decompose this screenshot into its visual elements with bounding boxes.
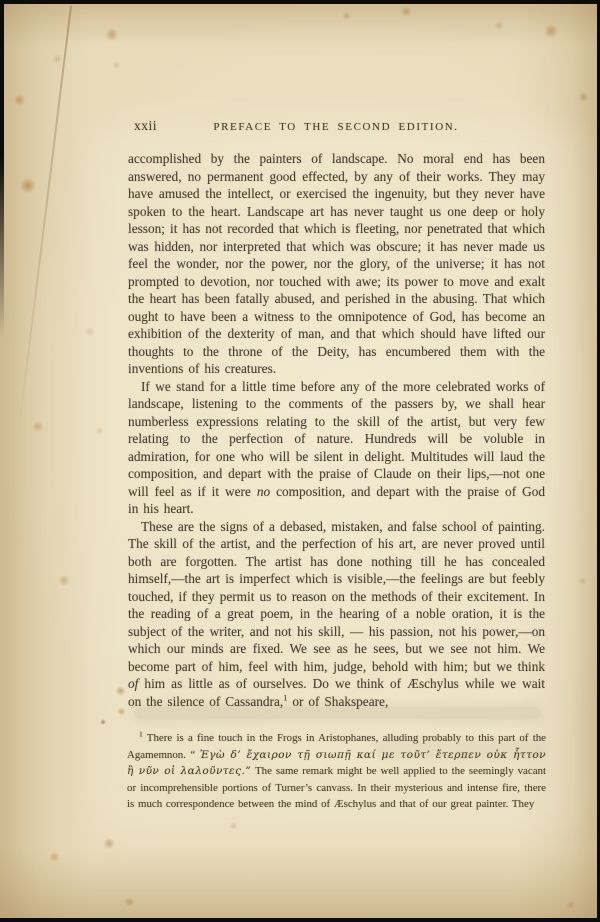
age-spot bbox=[58, 575, 70, 586]
body-text bbox=[128, 150, 545, 710]
paragraph-2 bbox=[128, 378, 545, 518]
paragraph-1-text: accomplished by the painters of landscape. No moral end has been answered, no permanent good effected, by any of their works. They may have amused the intellect, or exercised the ingenuity, but they never have spoken to the heart. Landscape art has never taught us one deep or holy lesson; it has not recorded that which is fleeting, nor penetrated that which was hidden, nor interpreted that which was obscure; it has never made us feel the wonder, nor the power, nor the glory, of the universe; it has not prompted to devotion, nor touched with awe; its power to move and exalt the heart has been fatally abused, and perished in the abusing. That which ought to have been a witness to the omnipotence of God, has become an exhibition of the dexterity of man, and that which should have lifted our thoughts to the throne of the Deity, has encumbered them with the inventions of his creatures. bbox=[128, 151, 545, 376]
age-spot bbox=[100, 719, 106, 725]
footnote-reference: 1 bbox=[283, 692, 288, 703]
age-spot bbox=[400, 6, 412, 17]
footnote-text-cont: The same remark might be well applied to the seemingly vacant or incomprehensible portions of Turner’s canvass. In their mysterious and intense fire, there is much correspondence between the mind of Æschylus and that of our great painter. They bbox=[127, 765, 546, 811]
paragraph-2-text-cont: composition, and depart with the praise of God in his heart. bbox=[128, 483, 546, 516]
age-spot bbox=[52, 54, 63, 64]
age-spot bbox=[566, 901, 575, 909]
paragraph-3-text: These are the signs of a debased, mistaken, and false school of painting. The skill of the artist, and the perfection of his art, are never proved until both are forgotten. The artist has done nothing till he has concealed himself,—the art is imperfect which is visible,—the feelings are but feebly touched, if they permit us to reason on the methods of their excitement. In the reading of a great poem, in the hearing of a noble oration, it is the subject of the writer, and not his skill, — his passion, not his power,—on which our minds are fixed. We see as he sees, but we see not him. We become part of him, feel with him, judge, behold with him; but we think bbox=[128, 518, 545, 674]
footnote-text: There is a fine touch in the Frogs in Aristophanes, alluding probably to this part of the Agamemnon. “ bbox=[127, 732, 546, 761]
age-spot bbox=[105, 28, 119, 41]
page-crease bbox=[16, 6, 72, 443]
page-number: xxii bbox=[134, 118, 158, 133]
age-spot bbox=[578, 577, 587, 585]
age-spot bbox=[494, 21, 504, 30]
age-spot bbox=[112, 61, 121, 69]
age-spot bbox=[13, 94, 26, 106]
age-spot bbox=[103, 838, 115, 849]
age-spot bbox=[49, 852, 60, 862]
age-spot bbox=[117, 707, 126, 716]
age-spot bbox=[19, 178, 37, 193]
paragraph-2-text: If we stand for a little time before any of the more celebrated works of landscape, listening to the comments of the passers by, we shall hear numberless expressions relating to the skill of the artist, but very few relating to the perfection of nature. Hundreds will be voluble in admiration, for one who will be silent in delight. Multitudes will laud the composition, and depart with the praise of Claude on their lips,—not one will feel as if it were bbox=[128, 378, 545, 499]
paragraph-3 bbox=[128, 518, 545, 711]
paragraph-3-text-end: or of Shakspeare, bbox=[287, 693, 389, 709]
running-header: PREFACE TO THE SECOND EDITION. bbox=[213, 121, 459, 133]
age-spot bbox=[32, 421, 44, 432]
age-spot bbox=[578, 92, 589, 102]
age-spot bbox=[342, 12, 351, 20]
footnote-marker: 1 bbox=[139, 729, 143, 739]
age-spot bbox=[229, 822, 238, 830]
paragraph-1 bbox=[128, 150, 545, 378]
greek-quotation: Ἐγὼ δ’ ἔχαιρον τῇ σιωπῇ καί με τοῦτ’ ἔτερπεν οὐκ ἧττον ἢ νῦν οἱ λαλοῦντες.” bbox=[127, 748, 547, 778]
age-spot bbox=[543, 24, 559, 38]
paragraph-3-text-cont: him as little as of ourselves. Do we think of Æschylus while we wait on the silence of Cassandra, bbox=[128, 676, 545, 709]
scan-edge-left bbox=[0, 0, 4, 560]
age-spot bbox=[85, 327, 95, 336]
scan-edge-bottom bbox=[0, 918, 600, 922]
footnote bbox=[127, 730, 546, 813]
age-spot bbox=[124, 897, 135, 907]
scan-edge-top bbox=[0, 0, 600, 4]
emphasis-of: of bbox=[128, 676, 139, 691]
age-spot bbox=[95, 427, 104, 435]
emphasis-no: no bbox=[256, 483, 271, 499]
age-spot bbox=[115, 686, 126, 696]
